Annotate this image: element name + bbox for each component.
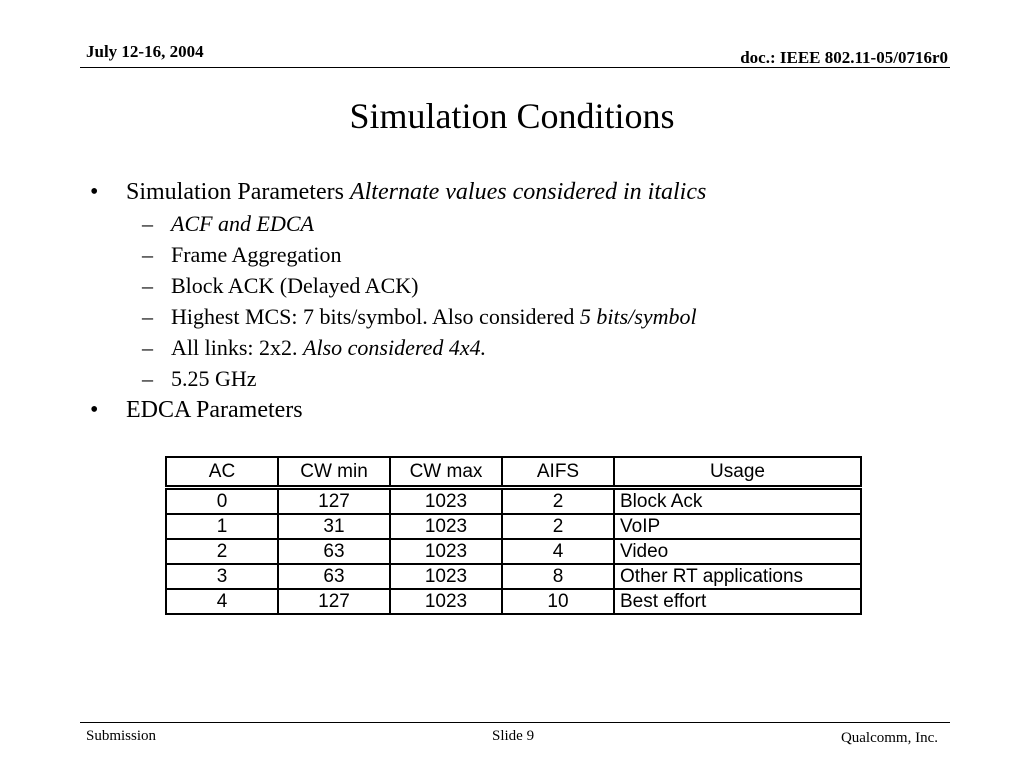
sub-bullet-italic: Also considered 4x4. (303, 335, 487, 360)
sub-bullet (90, 301, 970, 332)
sub-bullet-text: 5.25 GHz (171, 366, 257, 391)
footer-divider (80, 722, 950, 723)
cell-aifs: 4 (502, 539, 614, 564)
table-header-row (166, 457, 861, 488)
cell-cw-min: 31 (278, 514, 390, 539)
bullet-text: Simulation Parameters (126, 179, 344, 205)
column-header-cw-min: CW min (278, 457, 390, 488)
cell-cw-max: 1023 (390, 514, 502, 539)
bullet-mark: • (90, 179, 99, 205)
column-header-aifs: AIFS (502, 457, 614, 488)
cell-usage: Other RT applications (614, 564, 861, 589)
edca-parameters-table (165, 456, 862, 615)
cell-usage: VoIP (614, 514, 861, 539)
cell-ac: 4 (166, 589, 278, 614)
dash-mark: – (142, 211, 153, 236)
cell-aifs: 2 (502, 514, 614, 539)
dash-mark: – (142, 366, 153, 391)
sub-bullet (90, 363, 970, 394)
slide-title: Simulation Conditions (349, 96, 675, 136)
sub-bullet-text: All links: 2x2. (171, 335, 298, 360)
footer-company: Qualcomm, Inc. (840, 730, 938, 746)
footer-slide-number: Slide 9 (492, 728, 535, 744)
bullet-mark: • (90, 397, 99, 423)
cell-usage: Best effort (614, 589, 861, 614)
table-row (166, 514, 861, 539)
table-row (166, 564, 861, 589)
header-divider (80, 67, 950, 68)
table-row (166, 589, 861, 614)
cell-ac: 1 (166, 514, 278, 539)
dash-mark: – (142, 273, 153, 298)
column-header-usage: Usage (614, 457, 861, 488)
cell-aifs: 8 (502, 564, 614, 589)
header-doc-id: doc.: IEEE 802.11-05/0716r0 (740, 48, 948, 67)
dash-mark: – (142, 242, 153, 267)
cell-cw-max: 1023 (390, 488, 502, 515)
cell-cw-max: 1023 (390, 564, 502, 589)
sub-bullet (90, 270, 970, 301)
bullet-text: EDCA Parameters (126, 397, 303, 423)
cell-usage: Block Ack (614, 488, 861, 515)
sub-bullet-italic: ACF and EDCA (171, 211, 314, 236)
cell-aifs: 2 (502, 488, 614, 515)
bullet-simulation-parameters (90, 176, 970, 208)
footer-submission: Submission (86, 728, 157, 744)
sub-bullet (90, 332, 970, 363)
cell-cw-min: 63 (278, 539, 390, 564)
cell-ac: 3 (166, 564, 278, 589)
sub-bullet-italic: 5 bits/symbol (579, 304, 697, 329)
cell-cw-min: 127 (278, 589, 390, 614)
sub-bullet-text: Block ACK (Delayed ACK) (171, 273, 419, 298)
cell-aifs: 10 (502, 589, 614, 614)
sub-bullet-text: Frame Aggregation (171, 242, 342, 267)
table-row (166, 539, 861, 564)
bullet-list (90, 176, 970, 426)
column-header-ac: AC (166, 457, 278, 488)
cell-ac: 0 (166, 488, 278, 515)
cell-usage: Video (614, 539, 861, 564)
sub-bullet-text: Highest MCS: 7 bits/symbol. Also considered (171, 304, 575, 329)
cell-cw-min: 63 (278, 564, 390, 589)
dash-mark: – (142, 304, 153, 329)
column-header-cw-max: CW max (390, 457, 502, 488)
cell-cw-min: 127 (278, 488, 390, 515)
sub-bullet (90, 208, 970, 239)
bullet-edca-parameters (90, 394, 970, 426)
cell-ac: 2 (166, 539, 278, 564)
cell-cw-max: 1023 (390, 589, 502, 614)
header-date: July 12-16, 2004 (86, 42, 204, 61)
dash-mark: – (142, 335, 153, 360)
sub-bullet (90, 239, 970, 270)
table-row (166, 488, 861, 515)
cell-cw-max: 1023 (390, 539, 502, 564)
bullet-italic-note: Alternate values considered in italics (349, 179, 707, 205)
